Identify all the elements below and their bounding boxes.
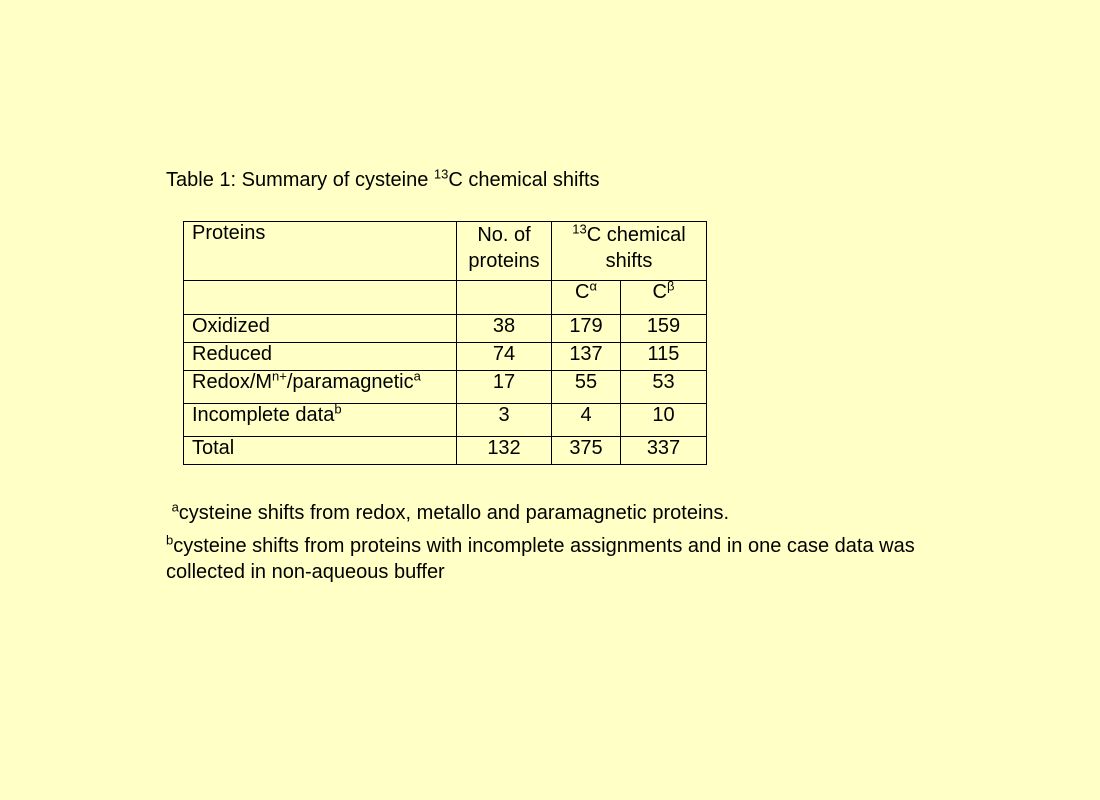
row-label xyxy=(184,368,457,404)
table-row xyxy=(184,343,707,371)
row-count: 3 xyxy=(457,404,552,437)
row-c-alpha: 137 xyxy=(552,343,621,371)
row-c-alpha: 4 xyxy=(552,404,621,437)
caption-suffix: C chemical shifts xyxy=(448,169,600,191)
row-count: 17 xyxy=(457,371,552,404)
row-count: 38 xyxy=(457,315,552,343)
c-alpha-superscript: α xyxy=(589,278,597,294)
header-c-beta xyxy=(621,278,707,315)
subheader-row xyxy=(184,281,707,315)
row-c-beta: 337 xyxy=(621,437,707,465)
footnote-a-text: cysteine shifts from redox, metallo and paramagnetic proteins. xyxy=(178,502,730,524)
caption-superscript: 13 xyxy=(433,166,449,182)
c-alpha-base: C xyxy=(575,281,590,303)
row-label-pre: Redox/M xyxy=(192,371,273,393)
row-label-superscript: b xyxy=(334,401,342,417)
row-c-beta: 115 xyxy=(621,343,707,371)
footnote-b xyxy=(166,533,966,585)
c-beta-superscript: β xyxy=(666,278,675,294)
header-number xyxy=(457,222,552,281)
row-label xyxy=(184,401,457,437)
c-beta-base: C xyxy=(652,281,667,303)
header-shifts-label xyxy=(560,222,698,274)
row-count: 74 xyxy=(457,343,552,371)
footnote-b-text: cysteine shifts from proteins with incomplete assignments and in one case data was collected in non-aqueous buffer xyxy=(166,535,915,583)
subheader-empty-1 xyxy=(184,281,457,315)
row-c-alpha: 179 xyxy=(552,315,621,343)
footnote-b-mark: b xyxy=(166,532,174,548)
row-count: 132 xyxy=(457,437,552,465)
row-label-superscript: a xyxy=(413,368,421,384)
row-c-alpha: 375 xyxy=(552,437,621,465)
header-number-label: No. of proteins xyxy=(468,224,540,272)
table-row xyxy=(184,371,707,404)
header-shifts-superscript: 13 xyxy=(572,221,587,237)
header-proteins: Proteins xyxy=(184,222,457,281)
table-row xyxy=(184,315,707,343)
row-label: Reduced xyxy=(184,343,457,371)
row-c-beta: 53 xyxy=(621,371,707,404)
row-label: Oxidized xyxy=(184,315,457,343)
table-caption xyxy=(166,166,600,194)
row-c-alpha: 55 xyxy=(552,371,621,404)
row-label: Total xyxy=(184,437,457,465)
table-row xyxy=(184,404,707,437)
row-label-superscript-1: n+ xyxy=(272,368,287,384)
row-label-text: Incomplete data xyxy=(192,404,335,426)
summary-table xyxy=(183,221,707,465)
header-row xyxy=(184,222,707,281)
header-shifts-text: C chemical shifts xyxy=(586,224,686,272)
table-row xyxy=(184,437,707,465)
row-label-mid: /paramagnetic xyxy=(286,371,414,393)
header-shifts xyxy=(552,222,707,281)
subheader-empty-2 xyxy=(457,281,552,315)
header-c-alpha xyxy=(552,278,621,315)
footnote-a xyxy=(166,500,966,526)
row-c-beta: 10 xyxy=(621,404,707,437)
caption-prefix: Table 1: Summary of cysteine xyxy=(166,169,434,191)
footnote-a-mark: a xyxy=(171,499,179,515)
row-c-beta: 159 xyxy=(621,315,707,343)
